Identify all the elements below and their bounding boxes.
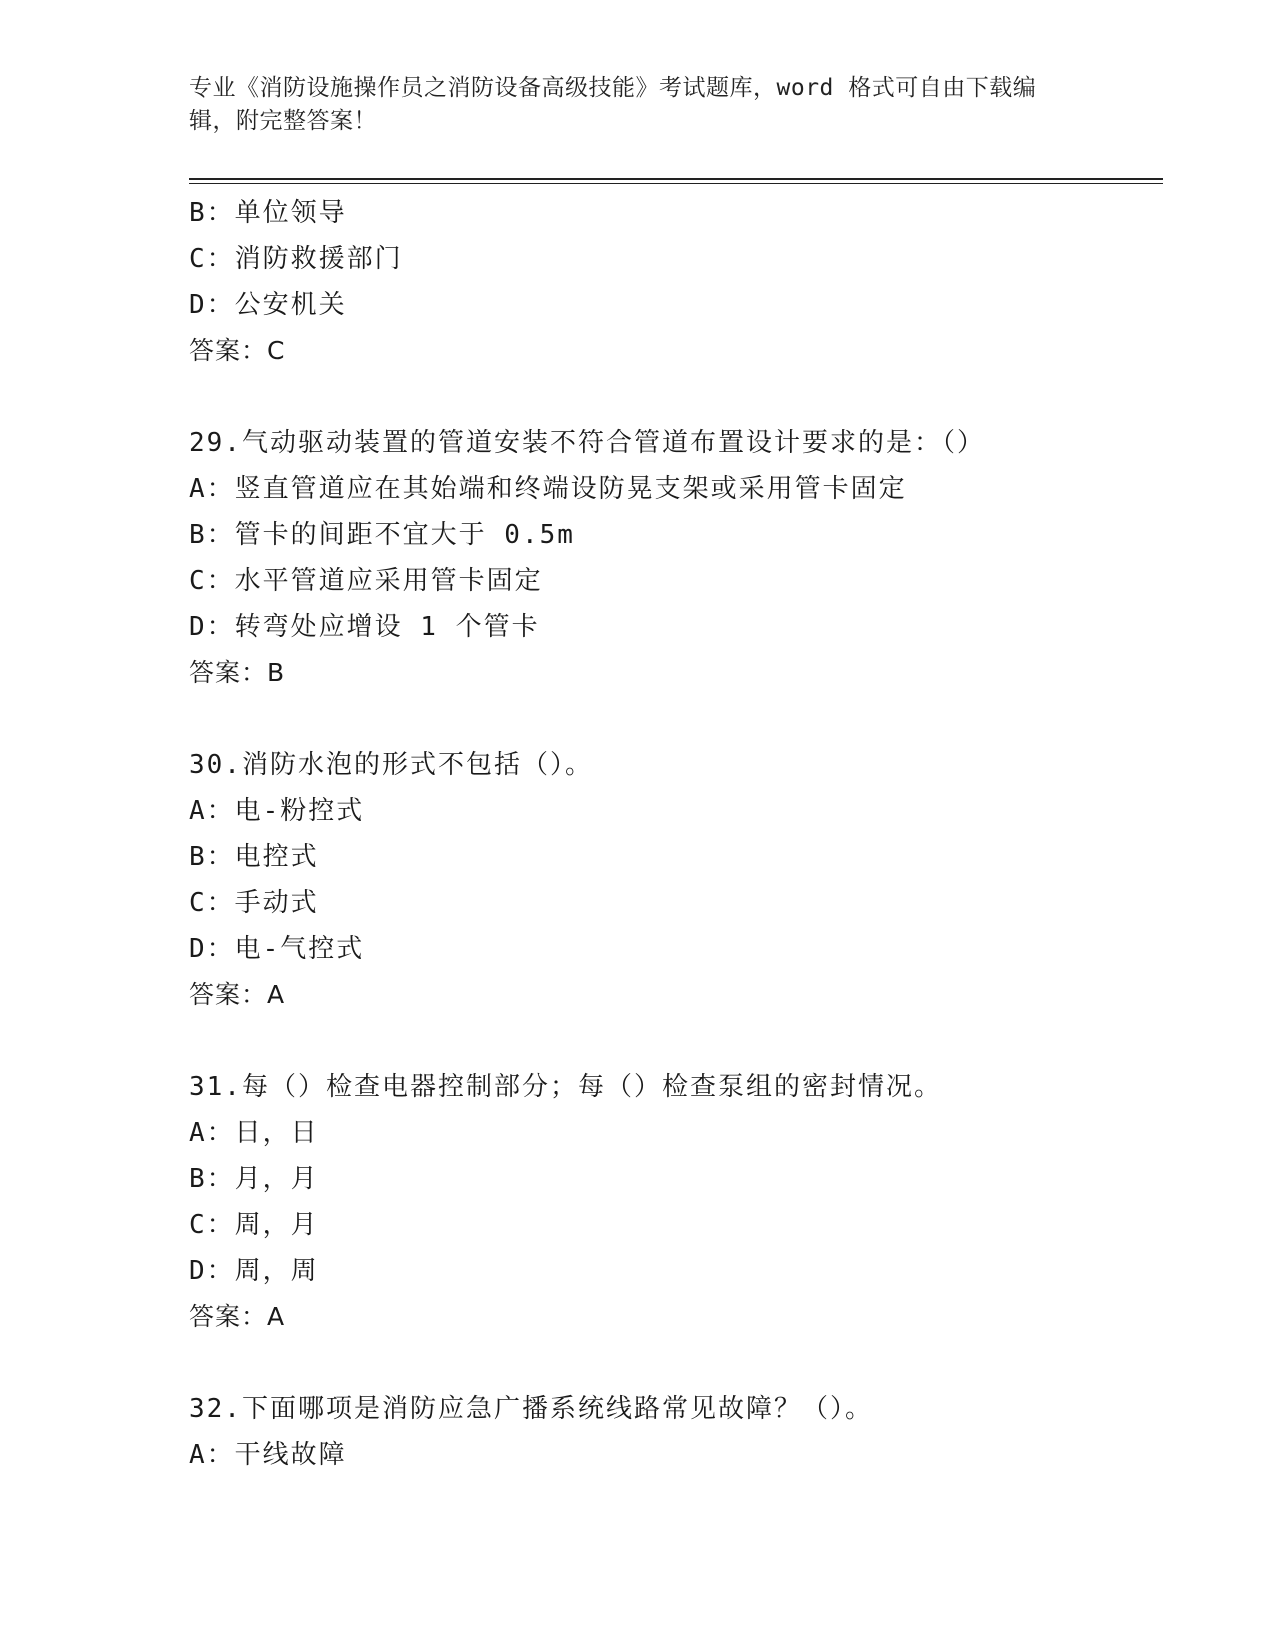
question-stem: 30.消防水泡的形式不包括（）。 xyxy=(189,750,593,780)
option-b: B：电控式 xyxy=(189,842,319,872)
option-b: B：月，月 xyxy=(189,1164,319,1194)
header-divider-thin xyxy=(189,183,1163,184)
option-d: D：公安机关 xyxy=(189,290,347,320)
question-29 xyxy=(189,420,1159,696)
option-b: B：管卡的间距不宜大于 0.5m xyxy=(189,520,575,550)
option-a: A：电-粉控式 xyxy=(189,796,365,826)
option-b: B：单位领导 xyxy=(189,198,347,228)
question-31 xyxy=(189,1064,1159,1340)
question-32 xyxy=(189,1386,1159,1478)
answer-line: 答案：B xyxy=(189,658,286,687)
option-d: D：转弯处应增设 1 个管卡 xyxy=(189,612,540,642)
spacer xyxy=(189,1340,1159,1386)
question-28-tail xyxy=(189,190,1159,374)
spacer xyxy=(189,374,1159,420)
option-d: D：电-气控式 xyxy=(189,934,365,964)
option-a: A：竖直管道应在其始端和终端设防晃支架或采用管卡固定 xyxy=(189,474,907,504)
option-d: D：周，周 xyxy=(189,1256,319,1286)
answer-line: 答案：C xyxy=(189,336,286,365)
option-a: A：干线故障 xyxy=(189,1440,347,1470)
question-list xyxy=(189,190,1159,1478)
spacer xyxy=(189,696,1159,742)
question-30 xyxy=(189,742,1159,1018)
header-line-2: 辑，附完整答案！ xyxy=(189,108,377,134)
answer-line: 答案：A xyxy=(189,1302,286,1331)
option-c: C：周，月 xyxy=(189,1210,319,1240)
spacer xyxy=(189,1018,1159,1064)
question-stem: 32.下面哪项是消防应急广播系统线路常见故障？（）。 xyxy=(189,1394,873,1424)
option-c: C：手动式 xyxy=(189,888,319,918)
header-line-1: 专业《消防设施操作员之消防设备高级技能》考试题库，word 格式可自由下载编 xyxy=(189,75,1037,101)
option-a: A：日，日 xyxy=(189,1118,319,1148)
question-stem: 29.气动驱动装置的管道安装不符合管道布置设计要求的是：（） xyxy=(189,428,985,458)
header-divider-thick xyxy=(189,178,1163,180)
option-c: C：水平管道应采用管卡固定 xyxy=(189,566,543,596)
answer-line: 答案：A xyxy=(189,980,286,1009)
question-stem: 31.每（）检查电器控制部分；每（）检查泵组的密封情况。 xyxy=(189,1072,942,1102)
document-header xyxy=(189,72,1089,138)
option-c: C：消防救援部门 xyxy=(189,244,403,274)
